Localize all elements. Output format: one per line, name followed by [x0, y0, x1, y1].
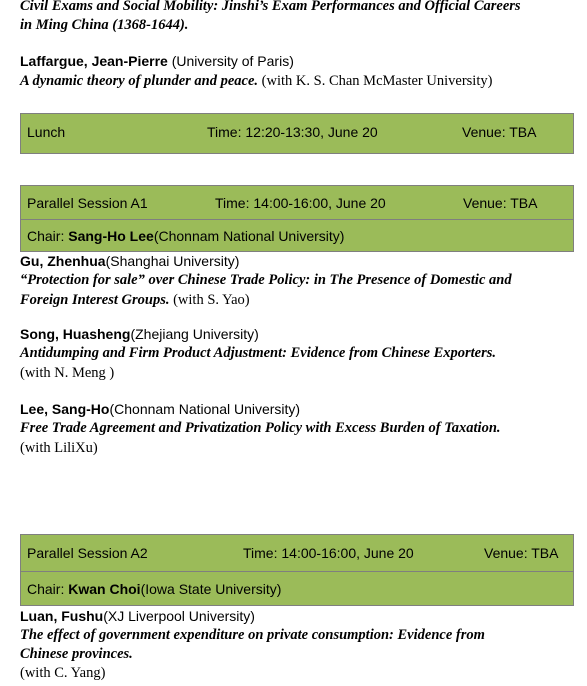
paper-title: [20, 0, 521, 35]
session-time: Time: 14:00-16:00, June 20: [215, 195, 386, 211]
paper-title: A dynamic theory of plunder and peace.: [20, 73, 259, 89]
session-time: Time: 14:00-16:00, June 20: [243, 545, 414, 561]
lunch-session-bar: [20, 113, 574, 154]
session-venue: Venue: TBA: [484, 545, 559, 561]
paper-title-line: Chinese provinces.: [20, 646, 133, 662]
session-a2-header: [20, 534, 574, 572]
session-a1-header: [20, 185, 574, 220]
author-name: Luan, Fushu: [20, 608, 104, 624]
paper-title-line: in Ming China (1368-1644).: [20, 17, 189, 33]
session-label: Parallel Session A1: [27, 195, 148, 211]
author-line: [20, 252, 239, 271]
coauthor-note: (with N. Meng ): [20, 365, 115, 381]
chair-prefix: Chair:: [27, 581, 69, 597]
paper-entry: [20, 290, 250, 310]
chair-affiliation: (Chonnam National University): [153, 228, 345, 244]
paper-entry: [20, 71, 492, 91]
chair-prefix: Chair:: [27, 228, 69, 244]
paper-title-line: The effect of government expenditure on private consumption: Evidence from: [20, 627, 485, 643]
author-affiliation: (Shanghai University): [105, 253, 240, 269]
chair-line: [27, 581, 281, 597]
author-name: Song, Huasheng: [20, 326, 131, 342]
session-time: Time: 12:20-13:30, June 20: [207, 124, 378, 140]
author-line: [20, 400, 300, 419]
session-label: Parallel Session A2: [27, 545, 148, 561]
chair-name: Kwan Choi: [68, 581, 141, 597]
author-affiliation: (University of Paris): [167, 53, 294, 69]
author-affiliation: (Zhejiang University): [130, 326, 259, 342]
paper-title-line: Free Trade Agreement and Privatization Policy with Excess Burden of Taxation.: [20, 420, 501, 436]
session-label: Lunch: [27, 124, 66, 140]
session-a2-chair: [20, 571, 574, 606]
author-affiliation: (XJ Liverpool University): [103, 608, 255, 624]
coauthor-note: (with S. Yao): [169, 292, 250, 308]
chair-line: [27, 228, 344, 244]
coauthor-note: (with K. S. Chan McMaster University): [258, 73, 493, 89]
paper-title-line: Antidumping and Firm Product Adjustment: Evidence from Chinese Exporters.: [20, 345, 497, 361]
author-line: [20, 607, 255, 626]
paper-title-line: “Protection for sale” over Chinese Trade Policy: in The Presence of Domestic and: [20, 272, 512, 288]
paper-title-line: Civil Exams and Social Mobility: Jinshi’s Exam Performances and Official Careers: [20, 0, 521, 14]
session-venue: Venue: TBA: [462, 124, 537, 140]
coauthor-note: (with C. Yang): [20, 665, 106, 681]
author-name: Gu, Zhenhua: [20, 253, 106, 269]
chair-affiliation: (Iowa State University): [140, 581, 282, 597]
paper-title-line: Foreign Interest Groups.: [20, 292, 170, 308]
session-a1-chair: [20, 219, 574, 252]
author-name: Laffargue, Jean-Pierre: [20, 53, 168, 69]
coauthor-note: (with LiliXu): [20, 440, 98, 456]
author-line: [20, 325, 259, 344]
author-affiliation: (Chonnam National University): [109, 401, 301, 417]
chair-name: Sang-Ho Lee: [68, 228, 154, 244]
author-line: [20, 52, 294, 71]
session-venue: Venue: TBA: [463, 195, 538, 211]
author-name: Lee, Sang-Ho: [20, 401, 110, 417]
